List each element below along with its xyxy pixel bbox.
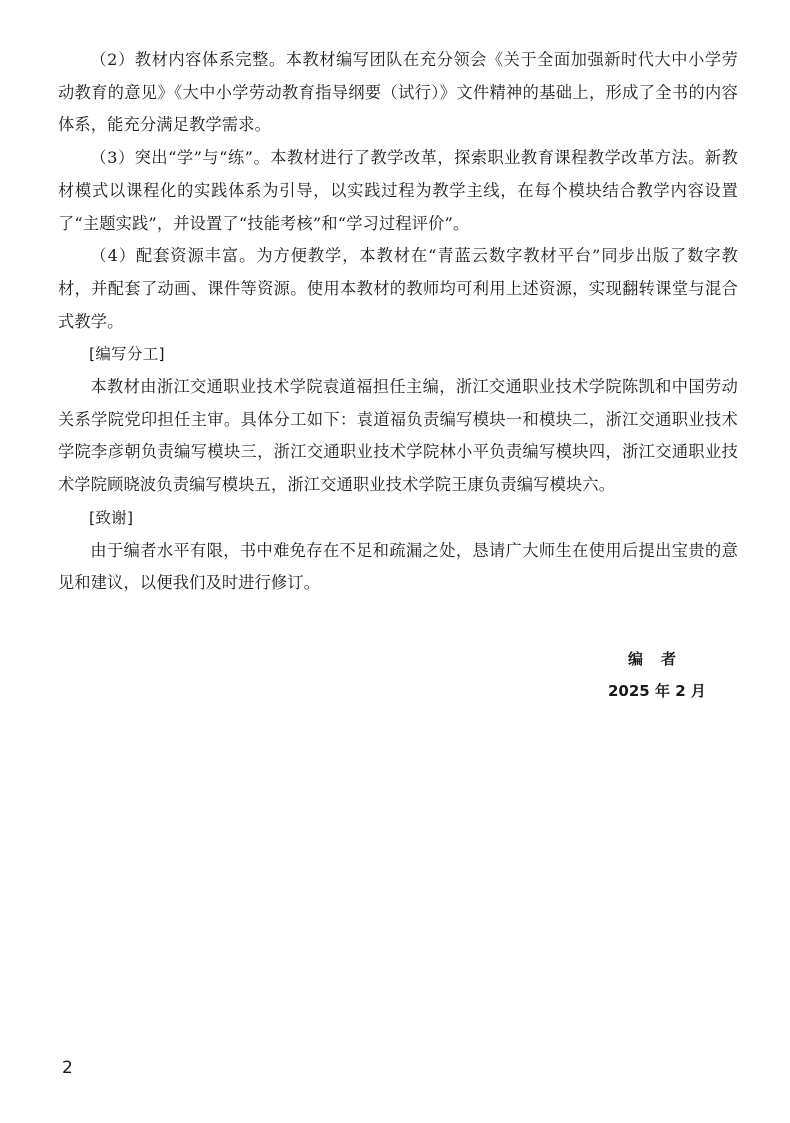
- paragraph-learn-practice: （3）突出“学”与“练”。本教材进行了教学改革，探索职业教育课程教学改革方法。新教材模式以课程化的实践体系为引导，以实践过程为教学主线，在每个模块结合教学内容设置了“主题实践”，并设置了“技能考核”和“学习过程评价”。: [58, 148, 738, 233]
- document-body: [58, 44, 738, 600]
- paragraph-resources: （4）配套资源丰富。为方便教学，本教材在“青蓝云数字教材平台”同步出版了数字教材，并配套了动画、课件等资源。使用本教材的教师均可利用上述资源，实现翻转课堂与混合式教学。: [58, 246, 738, 331]
- paragraph-content-system: （2）教材内容体系完整。本教材编写团队在充分领会《关于全面加强新时代大中小学劳动教育的意见》《大中小学劳动教育指导纲要（试行）》文件精神的基础上，形成了全书的内容体系，能充分满足教学需求。: [58, 50, 738, 135]
- paragraph-thanks: 由于编者水平有限，书中难免存在不足和疏漏之处，恳请广大师生在使用后提出宝贵的意见和建议，以便我们及时进行修订。: [58, 540, 738, 593]
- signature-date: 2025 年 2 月: [608, 682, 706, 700]
- heading-thanks: [致谢]: [89, 508, 134, 527]
- paragraph-authors: 本教材由浙江交通职业技术学院袁道福担任主编，浙江交通职业技术学院陈凯和中国劳动关系学院党印担任主审。具体分工如下：袁道福负责编写模块一和模块二，浙江交通职业技术学院李彦朝负责编写模块三，浙江交通职业技术学院林小平负责编写模块四，浙江交通职业技术学院顾晓波负责编写模块五，浙江交通职业技术学院王康负责编写模块六。: [58, 377, 738, 495]
- heading-authors: [编写分工]: [89, 345, 165, 364]
- page-number: 2: [62, 1058, 73, 1078]
- signature-editor: 编者: [628, 650, 695, 668]
